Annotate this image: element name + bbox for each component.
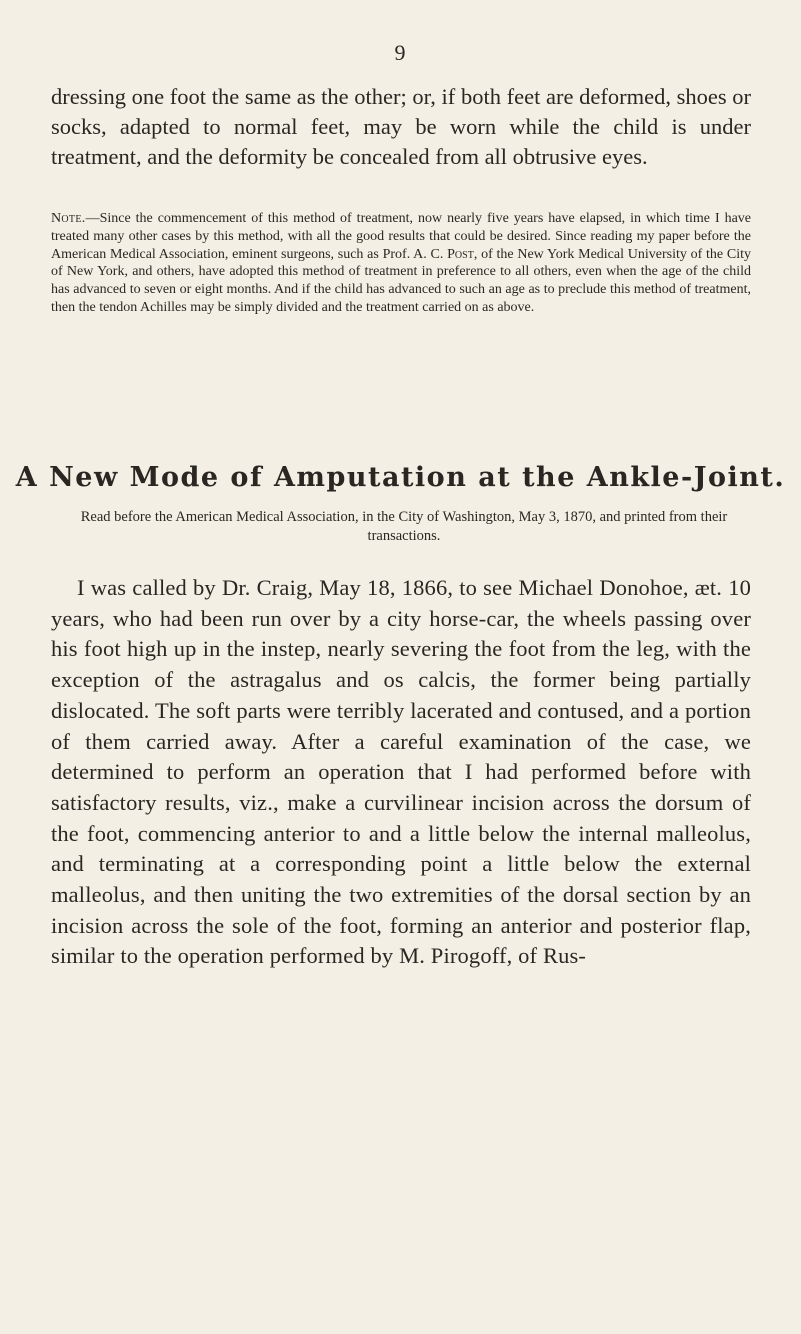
opening-paragraph: dressing one foot the same as the other; or, if both feet are deformed, shoes or socks, adapted to normal feet, may be worn while the child is under treatment, and the deformity be concealed from all obtrusive eyes.	[51, 84, 751, 169]
article-body: I was called by Dr. Craig, May 18, 1866, to see Michael Donohoe, æt. 10 years, who had been run over by a city horse-car, the wheels passing over his foot high up in the instep, nearly severing the foot from the leg, with the exception of the astragalus and os calcis, the former being partially dislocated. The soft parts were terribly lacerated and contused, and a portion of them carried away. After a careful examination of the case, we determined to perform an operation that I had performed before with satisfactory results, viz., make a curvilinear incision across the dorsum of the foot, commencing anterior to and a little below the internal malleolus, and terminating at a corresponding point a little below the external malleolus, and then uniting the two extremities of the dorsal section by an incision across the sole of the foot, forming an anterior and posterior flap, similar to the operation performed by M. Pirogoff, of Rus-	[51, 575, 751, 969]
note-text-2: , of the New York Medical University of the City of New York, and others, have adopted this method of treatment in preference to all others, even when the age of the child has advanced to seven or eight months. And if the child has advanced to such an age as to preclude this method of treatment, then the tendon Achilles may be simply divided and the treatment carried on as above.	[51, 246, 751, 315]
note-dash: —	[85, 211, 100, 226]
article-read-before: Read before the American Medical Association, in the City of Washington, May 3, 1870, and printed from their transactions.	[80, 509, 728, 544]
footnote-paragraph	[51, 210, 751, 317]
page-number: 9	[394, 40, 407, 65]
article-title: A New Mode of Amputation at the Ankle-Joint.	[15, 462, 786, 493]
note-text-1: Since the commencement of this method of treatment, now nearly five years have elapsed, in which time I have treated many other cases by this method, with all the good results that could be desired. Since reading my paper before the American Medical Association, eminent surgeons, such as Prof. A. C.	[51, 211, 751, 262]
note-lead: Note.	[51, 211, 86, 226]
note-name: Post	[447, 246, 474, 262]
